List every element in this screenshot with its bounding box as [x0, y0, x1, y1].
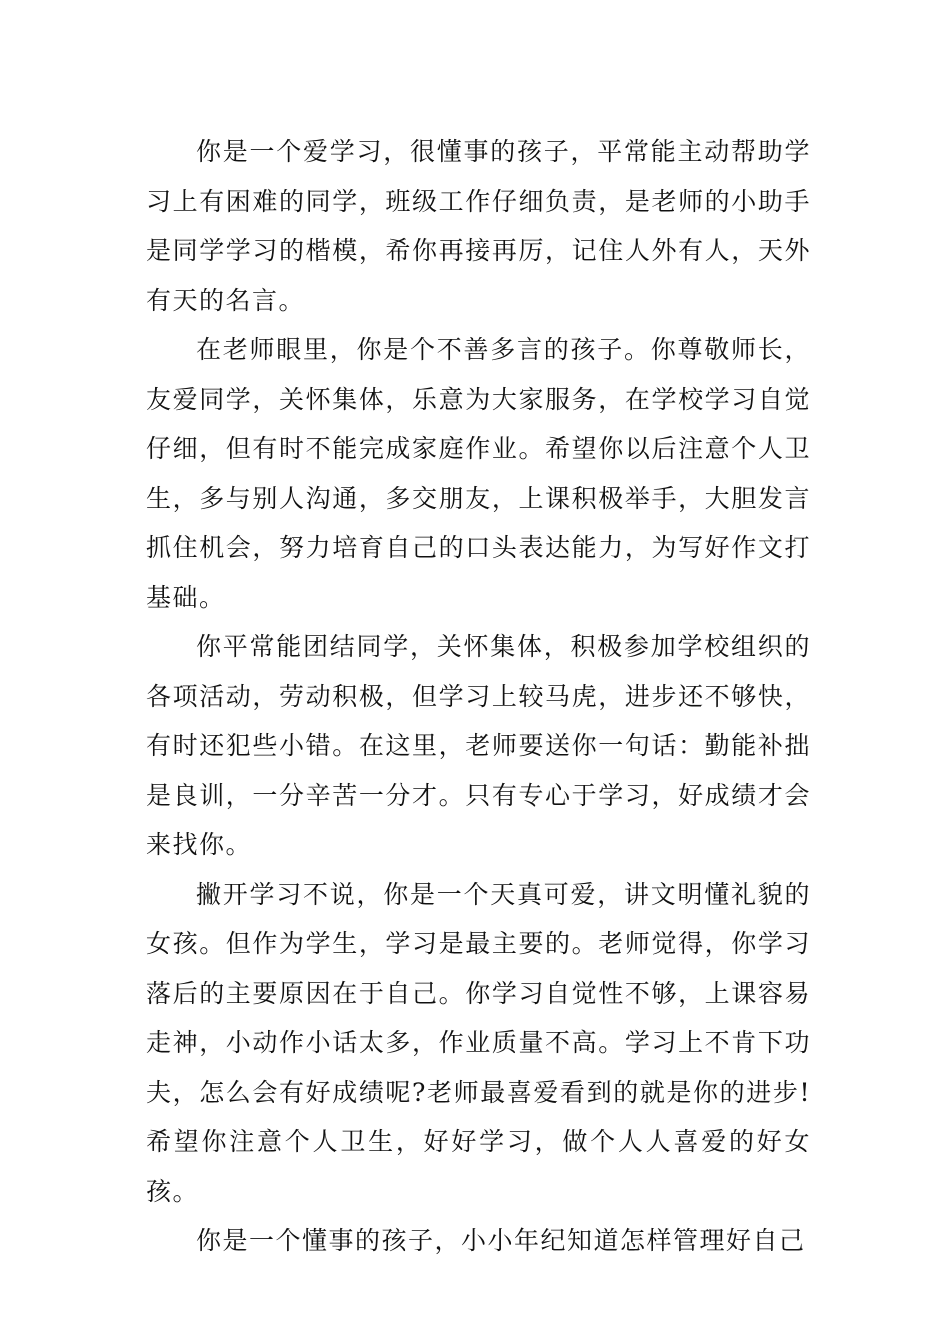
paragraph-3: 你平常能团结同学，关怀集体，积极参加学校组织的各项活动，劳动积极，但学习上较马虎，进步还不够快，有时还犯些小错。在这里，老师要送你一句话：勤能补拙是良训，一分辛苦一分才。只有专心于学习，好成绩才会来找你。 — [146, 632, 811, 859]
paragraph-4: 撇开学习不说，你是一个天真可爱，讲文明懂礼貌的女孩。但作为学生，学习是最主要的。老师觉得，你学习落后的主要原因在于自己。你学习自觉性不够，上课容易走神，小动作小话太多，作业质量不高。学习上不肯下功夫，怎么会有好成绩呢?老师最喜爱看到的就是你的进步!希望你注意个人卫生，好好学习，做个人人喜爱的好女孩。 — [146, 879, 811, 1206]
paragraph-5: 你是一个懂事的孩子，小小年纪知道怎样管理好自己 — [196, 1226, 806, 1255]
paragraph-2: 在老师眼里，你是个不善多言的孩子。你尊敬师长，友爱同学，关怀集体，乐意为大家服务，在学校学习自觉仔细，但有时不能完成家庭作业。希望你以后注意个人卫生，多与别人沟通，多交朋友，上课积极举手，大胆发言抓住机会，努力培育自己的口头表达能力，为写好作文打基础。 — [146, 335, 811, 612]
document-body — [146, 127, 811, 1266]
paragraph-1: 你是一个爱学习，很懂事的孩子，平常能主动帮助学习上有困难的同学，班级工作仔细负责，是老师的小助手是同学学习的楷模，希你再接再厉，记住人外有人，天外有天的名言。 — [146, 137, 811, 315]
